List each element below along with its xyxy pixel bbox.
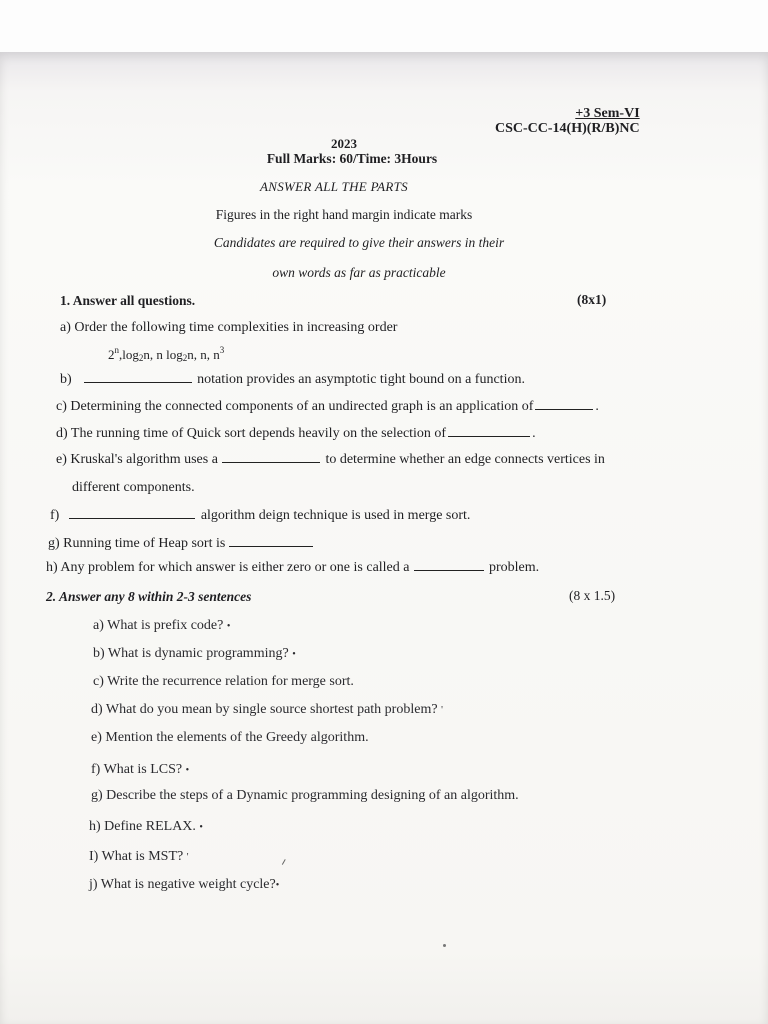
- q2-item-text: a) What is prefix code?: [93, 618, 224, 633]
- candidates-note-line-1: Candidates are required to give their answers in their: [213, 235, 505, 250]
- q1h-end: problem.: [489, 560, 540, 575]
- q1a-complexity-list: [108, 345, 224, 363]
- q2-item: [93, 646, 296, 662]
- q1a-term: n, n, n: [187, 347, 220, 362]
- q1f-label: f): [50, 508, 60, 523]
- figures-note: Figures in the right hand margin indicate marks: [215, 207, 473, 222]
- q2-item: [91, 702, 443, 718]
- ink-dot: •: [275, 880, 280, 891]
- ink-dot: ': [441, 705, 443, 716]
- q1d-text: d) The running time of Quick sort depends heavily on the selection of: [56, 426, 447, 441]
- q2-item: e) Mention the elements of the Greedy algorithm.: [91, 730, 369, 745]
- section2-marks: (8 x 1.5): [569, 588, 616, 603]
- q1h-text: h) Any problem for which answer is either zero or one is called a: [46, 560, 410, 575]
- ink-dot: •: [292, 649, 296, 660]
- q1e-text-2: to determine whether an edge connects vertices in: [325, 452, 605, 467]
- q1a-sub: 2: [182, 353, 188, 363]
- q1f-text: algorithm deign technique is used in merge sort.: [200, 508, 471, 523]
- ink-dot: •: [185, 765, 190, 776]
- q2-item-text: f) What is LCS?: [91, 762, 183, 777]
- q2-item: [89, 849, 189, 865]
- q2-item-text: h) Define RELAX.: [89, 819, 196, 834]
- q2-item: g) Describe the steps of a Dynamic programming designing of an algorithm.: [91, 788, 519, 803]
- q1d-end: .: [532, 426, 536, 441]
- q1f: [50, 508, 470, 524]
- section1-marks: (8x1): [577, 292, 607, 307]
- q2-item: [89, 819, 203, 835]
- q1a-term: 2: [108, 347, 115, 362]
- section1-heading: 1. Answer all questions.: [60, 293, 196, 308]
- q1e-text-3: different components.: [72, 480, 195, 495]
- section2-heading: 2. Answer any 8 within 2-3 sentences: [46, 589, 252, 604]
- q1e-blank: [222, 461, 320, 463]
- q1b: [60, 372, 525, 388]
- q2-item: [93, 618, 230, 634]
- q1e-text: e) Kruskal's algorithm uses a: [56, 452, 218, 467]
- q1a-sup-3: 3: [219, 345, 225, 355]
- full-marks-time: Full Marks: 60/Time: 3Hours: [266, 151, 438, 166]
- q1b-text: notation provides an asymptotic tight bound on a function.: [197, 372, 525, 387]
- semester-label: +3 Sem-VI: [575, 106, 640, 121]
- q1g-blank: [229, 545, 313, 547]
- paper-code-block: [495, 106, 640, 136]
- q1c-blank: [535, 408, 593, 410]
- q1b-blank: [84, 381, 192, 383]
- ink-dot: •: [226, 621, 231, 632]
- q1h: [46, 560, 539, 576]
- q1d-blank: [448, 435, 530, 437]
- q1c-end: .: [595, 399, 599, 414]
- ink-mark: [443, 944, 446, 947]
- q2-item-text: I) What is MST?: [89, 849, 184, 864]
- q1d: [56, 426, 536, 442]
- q2-item: [89, 877, 279, 893]
- q1b-label: b): [60, 372, 72, 387]
- exam-year: 2023: [331, 136, 357, 151]
- q2-item-text: j) What is negative weight cycle?: [89, 877, 276, 892]
- q1g: [48, 536, 315, 552]
- q2-item: c) Write the recurrence relation for merge sort.: [93, 674, 354, 689]
- q1g-text: g) Running time of Heap sort is: [48, 536, 226, 551]
- q1e: [56, 452, 605, 468]
- ink-dot: •: [199, 822, 203, 833]
- q1a-text: a) Order the following time complexities in increasing order: [60, 320, 398, 335]
- background-top: [0, 0, 768, 52]
- q1h-blank: [414, 569, 484, 571]
- q1c-text: c) Determining the connected components of an undirected graph is an application of: [56, 399, 534, 414]
- answer-all-parts: ANSWER ALL THE PARTS: [260, 179, 408, 194]
- q1a-sub: 2: [138, 353, 144, 363]
- q1f-blank: [69, 517, 195, 519]
- ink-dot: ': [186, 852, 189, 863]
- q2-item-text: b) What is dynamic programming?: [93, 646, 289, 661]
- q1a-term: ,log: [119, 347, 139, 362]
- q1a-term: n, n log: [143, 347, 183, 362]
- q1c: [56, 399, 599, 415]
- q1a-sup-n: n: [114, 345, 119, 355]
- q2-item: [91, 762, 189, 778]
- paper-code: CSC-CC-14(H)(R/B)NC: [495, 121, 640, 136]
- candidates-note-line-2: own words as far as practicable: [272, 265, 446, 280]
- q2-item-text: d) What do you mean by single source shortest path problem?: [91, 702, 438, 717]
